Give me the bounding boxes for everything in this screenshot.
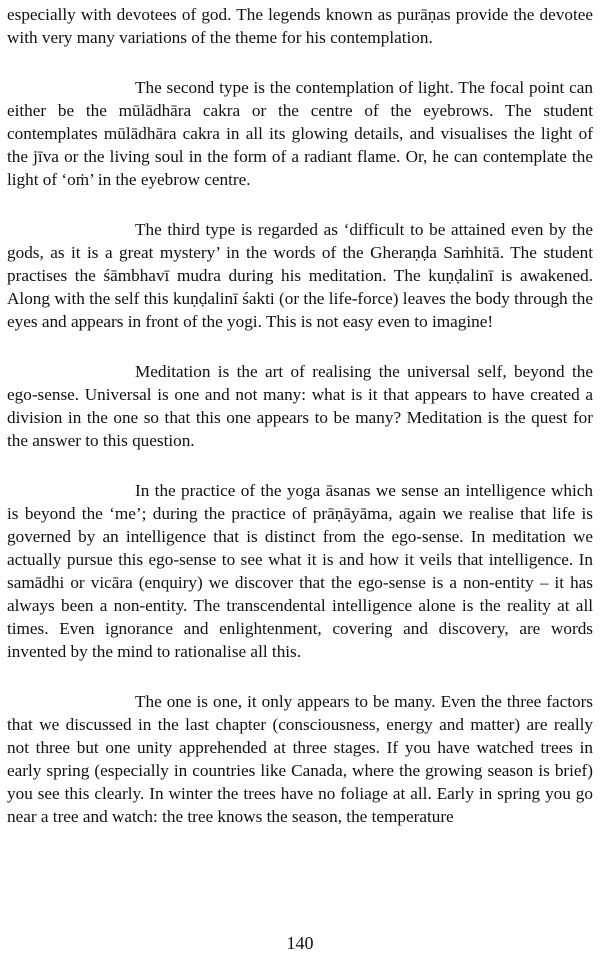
paragraph-yoga-asanas: In the practice of the yoga āsanas we sense an intelligence which is beyond the ‘me’; during the practice of prāṇāyāma, again we realise that life is governed by an intelligence that is distinct from the ego-sense. In meditation we actually pursue this ego-sense to see what it is and how it veils that intelligence. In samādhi or vicāra (enquiry) we discover that the ego-sense is a non-entity – it has always been a non-entity. The transcendental intelligence alone is the reality at all times. Even ignorance and enlightenment, covering and discovery, are words invented by the mind to rationalise all this. (7, 481, 593, 661)
paragraph-third-type: The third type is regarded as ‘difficult to be attained even by the gods, as it is a great mystery’ in the words of the Gheraṇḍa Saṁhitā. The student practises the śāmbhavī mudra during his meditation. The kuṇḍalinī is awakened. Along with the self this kuṇḍalinī śakti (or the life-force) leaves the body through the eyes and appears in front of the yogi. This is not easy even to imagine! (7, 220, 593, 331)
page-number: 140 (286, 933, 314, 953)
paragraph-light-contemplation: The second type is the contemplation of light. The focal point can either be the mūlādhāra cakra or the centre of the eyebrows. The student contemplates mūlādhāra cakra in all its glowing details, and visualises the light of the jīva or the living soul in the form of a radiant flame. Or, he can contemplate the light of ‘oṁ’ in the eyebrow centre. (7, 78, 593, 189)
paragraph-meditation-art: Meditation is the art of realising the universal self, beyond the ego-sense. Universal is one and not many: what is it that appears to have created a division in the one so that this one appears to be many? Meditation is the quest for the answer to this question. (7, 362, 593, 450)
body-text (7, 3, 593, 828)
paragraph-one-is-one: The one is one, it only appears to be many. Even the three factors that we discussed in the last chapter (consciousness, energy and matter) are really not three but one unity apprehended at three stages. If you have watched trees in early spring (especially in countries like Canada, where the growing season is brief) you see this clearly. In winter the trees have no foliage at all. Early in spring you go near a tree and watch: the tree knows the season, the temperature (7, 692, 593, 826)
paragraph-continuation: especially with devotees of god. The legends known as purāṇas provide the devotee with very many variations of the theme for his contemplation. (7, 5, 593, 47)
